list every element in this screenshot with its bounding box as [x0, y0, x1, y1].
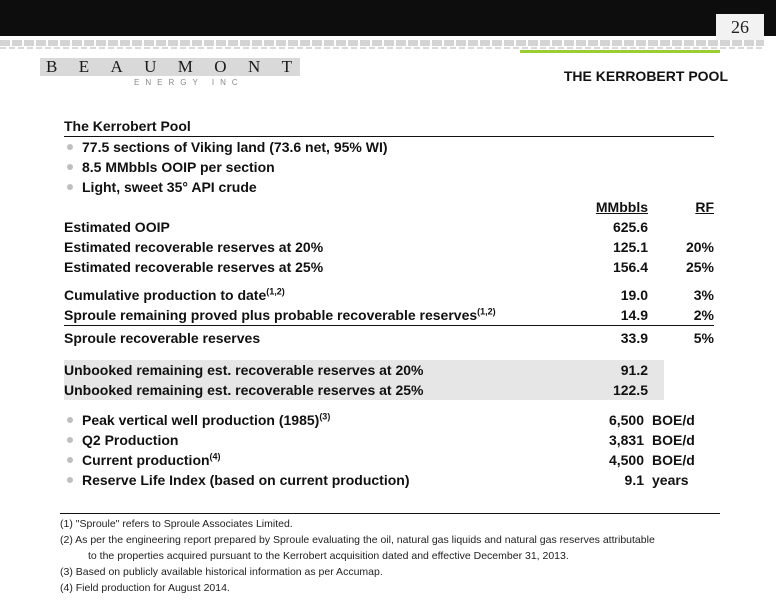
bullet-icon: [67, 437, 73, 443]
top-bar: [0, 0, 776, 36]
section-title: The Kerrobert Pool: [64, 118, 714, 137]
kpi-row: Reserve Life Index (based on current production) 9.1 years: [64, 470, 714, 490]
kpi-row: Q2 Production 3,831 BOE/d: [64, 430, 714, 450]
page-number: 26: [716, 14, 764, 40]
bullet-item: 77.5 sections of Viking land (73.6 net, 95% WI): [64, 137, 714, 157]
bullet-icon: [67, 417, 73, 423]
table-row: Sproule remaining proved plus probable recoverable reserves$^{(1,2)}$ 14.9 2%: [64, 306, 714, 323]
footnote: (3) Based on publicly available historical information as per Accumap.: [60, 566, 383, 578]
slide-title: THE KERROBERT POOL: [563, 68, 728, 84]
kpi-row: Peak vertical well production $(1985)^{(3)}$ 6,500 BOE/d: [64, 410, 714, 430]
total-row: Sproule recoverable reserves 33.9 5%: [64, 325, 714, 348]
bullet-icon: [67, 144, 73, 150]
bullet-list: [64, 137, 714, 197]
table-row: Estimated OOIP 625.6: [64, 219, 648, 235]
bullet-icon: [67, 457, 73, 463]
beaumont-logo: [40, 58, 300, 92]
bullet-item: Light, sweet 35° API crude: [64, 177, 714, 197]
footnote: (1) "Sproule" refers to Sproule Associates Limited.: [60, 518, 293, 530]
main-content: [64, 118, 714, 490]
table-row: Estimated recoverable reserves at 25% 156.4 25%: [64, 259, 714, 275]
footnote: to the properties acquired pursuant to the Kerrobert acquisition dated and effective December 31, 2013.: [88, 550, 569, 562]
table-row: Unbooked remaining est. recoverable reserves at 20% 91.2: [64, 362, 648, 378]
col-mmbbls: MMbbls: [595, 199, 648, 215]
logo-subtitle: ENERGY INC: [134, 78, 244, 87]
table-row: Estimated recoverable reserves at 20% 125.1 20%: [64, 239, 714, 255]
table-row: Unbooked remaining est. recoverable reserves at 25% 122.5: [64, 382, 648, 398]
bullet-icon: [67, 164, 73, 170]
decorative-rule-thin: [0, 47, 764, 49]
unbooked-block: [64, 360, 664, 400]
bullet-icon: [67, 477, 73, 483]
decorative-rule: [0, 40, 764, 46]
bullet-icon: [67, 184, 73, 190]
accent-line: [520, 50, 720, 53]
bullet-item: 8.5 MMbbls OOIP per section: [64, 157, 714, 177]
table-row: Cumulative production to date$^{(1,2)}$ 19.0 3%: [64, 286, 714, 303]
footnotes: [60, 513, 720, 596]
kpi-row: Current production$^{(4)}$ 4,500 BOE/d: [64, 450, 714, 470]
column-headers: [64, 197, 714, 217]
footnote: (2) As per the engineering report prepared by Sproule evaluating the oil, natural gas liquids and natural gas reserves attributable: [60, 534, 655, 546]
logo-wordmark: B E A U M O N T: [40, 58, 300, 76]
col-rf: RF: [695, 199, 714, 215]
footnote: (4) Field production for August 2014.: [60, 582, 230, 594]
